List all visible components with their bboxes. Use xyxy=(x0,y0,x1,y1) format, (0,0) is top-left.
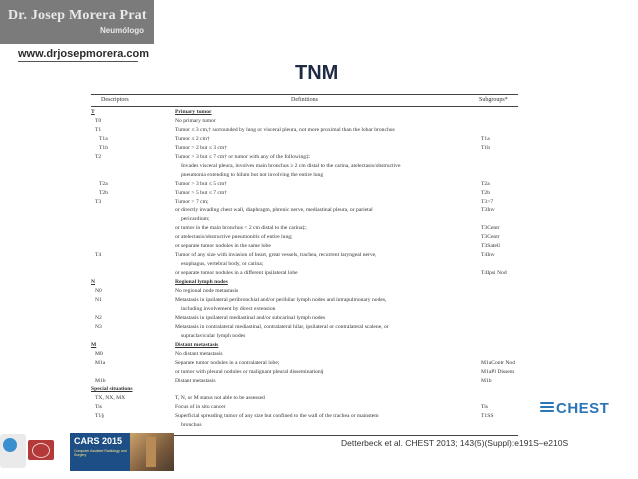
subgroup-cell: T3Centr xyxy=(481,234,500,241)
descriptor-cell: M1b xyxy=(95,377,106,384)
descriptor-cell: N1 xyxy=(95,296,102,303)
definition-cell: Metastasis in ipsilateral mediastinal and/or subcarinal lymph nodes xyxy=(175,314,326,321)
definition-cell: Distant metastasis xyxy=(175,341,219,348)
table-row xyxy=(91,181,518,188)
descriptor-cell: M1a xyxy=(95,359,106,366)
table-row xyxy=(91,333,518,340)
definition-cell: bronchus xyxy=(181,422,202,429)
table-row xyxy=(91,243,518,250)
table-row xyxy=(91,297,518,304)
table-row xyxy=(91,163,518,170)
descriptor-cell: T1§ xyxy=(95,413,105,420)
table-row xyxy=(91,154,518,161)
definition-cell: Invades visceral pleura, involves main bronchus ≥ 2 cm distal to the carina, atelectasis/obstructive xyxy=(181,162,401,169)
descriptor-cell: Tis xyxy=(95,404,102,411)
definition-cell: T, N, or M status not able to be assessed xyxy=(175,395,265,402)
descriptor-cell: N0 xyxy=(95,288,102,294)
subgroup-cell: Tis xyxy=(481,404,488,411)
table-row xyxy=(91,315,518,322)
table-row xyxy=(91,225,518,232)
definition-cell: Tumor ≤ 3 cm,† surrounded by lung or visceral pleura, not more proximal than the lobar bronchus xyxy=(175,126,395,133)
chest-stripes-icon xyxy=(540,402,554,416)
descriptor-cell: T1a xyxy=(99,135,108,142)
definition-cell: including involvement by direct extension xyxy=(181,305,276,312)
conference-badge-icon xyxy=(0,434,26,468)
section-row xyxy=(91,109,518,116)
definition-cell: Focus of in situ cancer xyxy=(175,404,226,411)
cars-banner xyxy=(70,433,174,471)
header-definitions: Definitions xyxy=(291,97,318,103)
table-row xyxy=(91,190,518,197)
subgroup-cell: T1SS xyxy=(481,413,494,420)
definition-cell: Regional lymph nodes xyxy=(175,279,228,286)
citation: Detterbeck et al. CHEST 2013; 143(5)(Suppl):e191S–e210S xyxy=(341,438,569,448)
definition-cell: or separate tumor nodules in the same lobe xyxy=(175,243,271,250)
tnm-table xyxy=(91,94,518,436)
table-row xyxy=(91,395,518,402)
table-top-rule xyxy=(91,94,518,95)
section-row xyxy=(91,342,518,349)
definition-cell: Tumor > 3 but ≤ 5 cm† xyxy=(175,180,228,187)
subgroup-cell: T4Inv xyxy=(481,252,495,259)
subgroup-cell: M1b xyxy=(481,377,492,384)
definition-cell: Superficial spreading tumor of any size but confined to the wall of the trachea or mainstem xyxy=(175,413,379,420)
table-row xyxy=(91,252,518,259)
descriptor-cell: T xyxy=(91,109,95,115)
definition-cell: or tumor in the main bronchus < 2 cm distal to the carina‡; xyxy=(175,225,307,232)
table-row xyxy=(91,324,518,331)
table-row xyxy=(91,306,518,313)
website-underline xyxy=(18,61,138,62)
table-row xyxy=(91,369,518,376)
definition-cell: supraclavicular lymph nodes xyxy=(181,332,246,339)
definition-cell: Separate tumor nodules in a contralateral lobe; xyxy=(175,359,280,366)
table-row xyxy=(91,270,518,277)
table-row xyxy=(91,351,518,358)
table-row xyxy=(91,386,518,393)
definition-cell: pneumonia extending to hilum but not involving the entire lung xyxy=(181,171,324,178)
definition-cell: or directly invading chest wall, diaphragm, phrenic nerve, mediastinal pleura, or parietal xyxy=(175,207,373,214)
definition-cell: No regional node metastasis xyxy=(175,288,239,294)
logo-banner xyxy=(0,0,154,44)
table-row xyxy=(91,234,518,241)
definition-cell: Tumor > 7 cm; xyxy=(175,198,209,205)
subgroup-cell: T1a xyxy=(481,135,490,142)
definition-cell: Tumor > 3 but ≤ 7 cm† or tumor with any of the following‡: xyxy=(175,153,311,160)
subgroup-cell: T3Centr xyxy=(481,225,500,232)
table-row xyxy=(91,261,518,268)
definition-cell: Tumor ≤ 2 cm† xyxy=(175,135,210,142)
descriptor-cell: T1b xyxy=(99,144,109,151)
subgroup-cell: T2a xyxy=(481,180,490,187)
descriptor-cell: T3 xyxy=(95,198,102,205)
definition-cell: No distant metastasis xyxy=(175,350,223,357)
descriptor-cell: T4 xyxy=(95,252,102,259)
table-row xyxy=(91,136,518,143)
descriptor-cell: T2 xyxy=(95,153,102,160)
cathedral-image xyxy=(130,433,174,471)
table-row xyxy=(91,216,518,223)
table-row xyxy=(91,127,518,134)
table-row xyxy=(91,172,518,179)
subgroup-cell: T2b xyxy=(481,189,491,196)
descriptor-cell: M0 xyxy=(95,350,103,357)
subgroup-cell: T3Satell xyxy=(481,243,500,250)
subgroup-cell: T3>7 xyxy=(481,198,494,205)
table-row xyxy=(91,378,518,385)
table-row xyxy=(91,288,518,295)
descriptor-cell: T2a xyxy=(99,180,108,187)
globe-logo-icon xyxy=(28,440,54,460)
website-link[interactable]: www.drjosepmorera.com xyxy=(18,48,150,60)
table-row xyxy=(91,360,518,367)
definition-cell: or separate tumor nodules in a different ipsilateral lobe xyxy=(175,270,298,277)
section-row xyxy=(91,279,518,286)
subgroup-cell: T4Ipsi Nod xyxy=(481,270,507,277)
definition-cell: Tumor > 5 but ≤ 7 cm† xyxy=(175,189,228,196)
table-row xyxy=(91,118,518,125)
subgroup-cell: T3Inv xyxy=(481,207,495,214)
definition-cell: Metastasis in ipsilateral peribronchial and/or perihilar lymph nodes and intrapulmonary nodes, xyxy=(175,296,387,303)
badge-circle-icon xyxy=(3,438,17,452)
cars-subtitle: Computer Assisted Radiology and Surgery xyxy=(74,449,127,457)
table-header-rule xyxy=(91,106,518,107)
definition-cell: Distant metastasis xyxy=(175,377,216,384)
descriptor-cell: TX, NX, MX xyxy=(95,395,126,402)
descriptor-cell: N xyxy=(91,279,96,286)
subgroup-cell: M1aContr Nod xyxy=(481,359,516,366)
cars-title: CARS 2015 xyxy=(74,436,123,446)
definition-cell: pericardium; xyxy=(181,216,210,223)
descriptor-cell: N3 xyxy=(95,323,102,330)
slide-title: TNM xyxy=(295,62,339,84)
descriptor-cell: T0 xyxy=(95,117,102,124)
table-row xyxy=(91,422,518,429)
logo-name: Dr. Josep Morera Prat xyxy=(8,8,147,23)
subgroup-cell: T1b xyxy=(481,144,491,151)
descriptor-cell: T2b xyxy=(99,189,109,196)
definition-cell: Primary tumor xyxy=(175,109,212,115)
table-row xyxy=(91,145,518,152)
chest-logo xyxy=(540,400,620,420)
definition-cell: or atelectasis/obstructive pneumonitis of entire lung; xyxy=(175,234,293,241)
descriptor-cell: Special situations xyxy=(91,386,133,393)
header-subgroups: Subgroups* xyxy=(479,97,508,103)
table-row xyxy=(91,207,518,214)
definition-cell: or tumor with pleural nodules or malignant pleural dissemination§ xyxy=(175,368,324,375)
subgroup-cell: M1aPl Dissem xyxy=(481,368,515,375)
definition-cell: esophagus, vertebral body, or carina; xyxy=(181,261,264,268)
table-row xyxy=(91,413,518,420)
definition-cell: Tumor > 2 but ≤ 3 cm† xyxy=(175,144,228,151)
definition-cell: Metastasis in contralateral mediastinal, contralateral hilar, ipsilateral or contralateral scalene, or xyxy=(175,323,389,330)
chest-logo-text: CHEST xyxy=(556,400,610,417)
table-row xyxy=(91,199,518,206)
header-descriptors: Descriptors xyxy=(101,97,129,103)
descriptor-cell: T1 xyxy=(95,126,102,133)
descriptor-cell: N2 xyxy=(95,314,102,321)
logo-subtitle: Neumólogo xyxy=(100,26,144,35)
definition-cell: Tumor of any size with invasion of heart, great vessels, trachea, recurrent laryngeal nerve, xyxy=(175,252,377,259)
definition-cell: No primary tumor xyxy=(175,117,216,124)
descriptor-cell: M xyxy=(91,341,97,348)
table-row xyxy=(91,404,518,411)
